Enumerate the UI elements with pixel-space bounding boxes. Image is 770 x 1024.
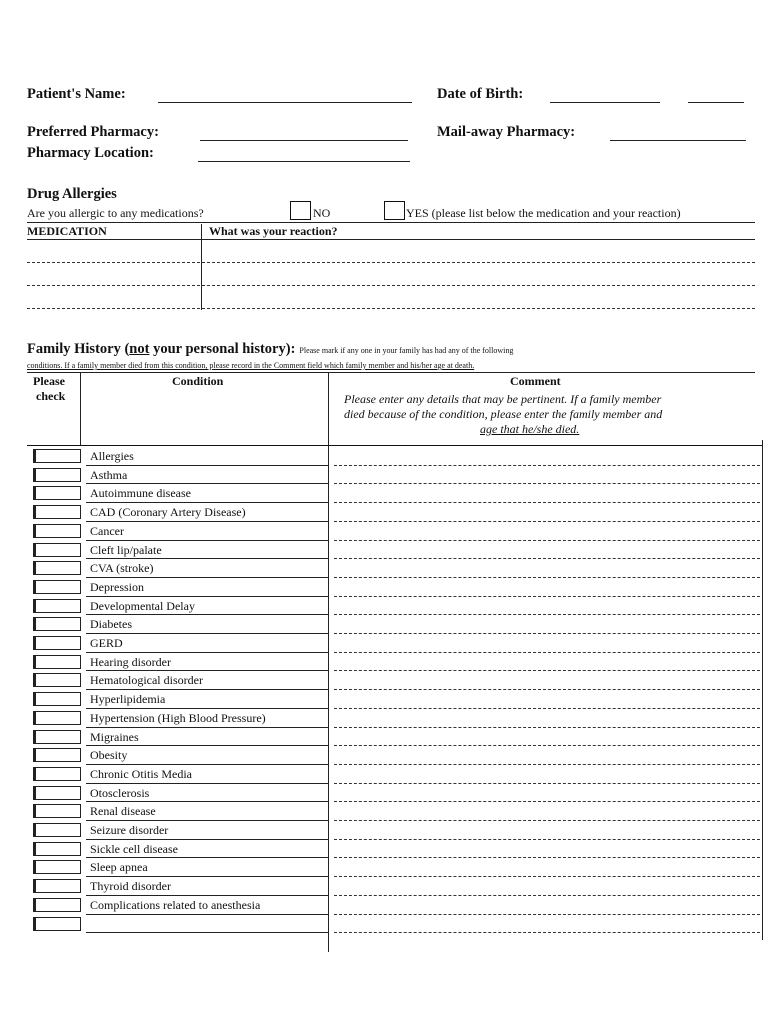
condition-label: Autoimmune disease [90,486,191,501]
check-column-header-2: check [36,389,66,403]
family-history-instruction-2: conditions. If a family member died from this condition, please record in the Comment field which family member and his/her age at death. [27,361,475,370]
patient-name-field[interactable] [158,102,412,103]
condition-underline [86,633,328,634]
comment-field[interactable] [334,521,760,522]
dob-label: Date of Birth: [437,86,524,102]
family-table-header-rule [27,445,763,446]
condition-label: CVA (stroke) [90,561,154,576]
family-history-not: not [129,341,150,357]
family-history-heading-rest: your personal history): [149,341,296,357]
allergy-no-label: NO [313,206,331,220]
condition-check-box[interactable] [33,617,81,631]
allergy-yes-label: YES (please list below the medication and your reaction) [406,206,681,220]
condition-label: Sleep apnea [90,860,148,875]
condition-check-box[interactable] [33,468,81,482]
condition-check-box[interactable] [33,599,81,613]
condition-check-box[interactable] [33,580,81,594]
allergy-entry-line[interactable] [27,285,755,286]
condition-check-box[interactable] [33,711,81,725]
condition-underline [86,857,328,858]
condition-label: Migraines [90,729,139,744]
check-column-divider [80,372,81,446]
condition-underline [86,465,328,466]
condition-check-box[interactable] [33,804,81,818]
condition-check-box[interactable] [33,730,81,744]
condition-underline [86,670,328,671]
mail-away-pharmacy-label: Mail-away Pharmacy: [437,124,576,140]
condition-column-header: Condition [172,374,224,388]
family-table-right-edge [762,440,763,940]
condition-label: Cleft lip/palate [90,542,162,557]
condition-underline [86,483,328,484]
family-table-top-rule [27,372,755,373]
condition-underline [86,577,328,578]
condition-label: Diabetes [90,617,132,632]
mail-away-pharmacy-field[interactable] [610,140,746,141]
condition-label: CAD (Coronary Artery Disease) [90,505,246,520]
patient-name-label: Patient's Name: [27,86,126,102]
comment-field[interactable] [334,839,760,840]
comment-field[interactable] [334,483,760,484]
condition-label: Hematological disorder [90,673,203,688]
allergy-entry-line[interactable] [27,262,755,263]
preferred-pharmacy-label: Preferred Pharmacy: [27,124,159,140]
condition-underline [86,932,328,933]
allergy-question-rule [27,222,755,223]
comment-field[interactable] [334,727,760,728]
comment-field[interactable] [334,801,760,802]
comment-field[interactable] [334,614,760,615]
comment-field[interactable] [334,465,760,466]
family-history-instruction: Please mark if any one in your family has had any of the following [299,346,514,355]
condition-underline [86,764,328,765]
condition-check-box[interactable] [33,879,81,893]
comment-hint-line-3: age that he/she died. [480,422,580,436]
condition-underline [86,745,328,746]
comment-field[interactable] [334,689,760,690]
condition-underline [86,708,328,709]
comment-field[interactable] [334,577,760,578]
condition-label: Renal disease [90,804,156,819]
condition-check-box[interactable] [33,786,81,800]
comment-field[interactable] [334,558,760,559]
comment-field[interactable] [334,596,760,597]
condition-label: Seizure disorder [90,823,169,837]
pharmacy-location-field[interactable] [198,161,410,162]
condition-label: Chronic Otitis Media [90,766,192,781]
condition-check-box[interactable] [33,692,81,706]
condition-underline [86,689,328,690]
comment-field[interactable] [334,857,760,858]
condition-check-box[interactable] [33,767,81,781]
condition-label: GERD [90,636,123,650]
condition-check-box[interactable] [33,505,81,519]
condition-label: Asthma [90,467,128,482]
comment-field[interactable] [334,932,760,933]
comment-field[interactable] [334,895,760,896]
drug-allergies-heading: Drug Allergies [27,186,117,202]
comment-field[interactable] [334,633,760,634]
allergy-no-checkbox[interactable] [290,201,311,220]
condition-label: Hearing disorder [90,654,171,669]
condition-check-box[interactable] [33,823,81,837]
medication-column-header: MEDICATION [27,224,107,238]
condition-label: Thyroid disorder [90,879,171,894]
condition-label: Obesity [90,748,128,763]
allergy-column-divider [201,224,202,310]
pharmacy-location-label: Pharmacy Location: [27,145,154,161]
comment-field[interactable] [334,783,760,784]
condition-underline [86,540,328,541]
condition-label: Allergies [90,449,134,463]
condition-underline [86,652,328,653]
comment-hint-line-1: Please enter any details that may be pertinent. If a family member [344,392,662,406]
condition-check-box[interactable] [33,449,81,463]
condition-label: Cancer [90,523,124,538]
condition-underline [86,502,328,503]
check-column-header-1: Please [33,374,65,388]
comment-field[interactable] [334,914,760,915]
family-history-heading-text: Family History ( [27,341,130,357]
condition-label: Hypertension (High Blood Pressure) [90,710,266,725]
condition-check-box[interactable] [33,860,81,874]
condition-underline [86,801,328,802]
reaction-column-header: What was your reaction? [209,224,338,238]
condition-underline [86,914,328,915]
condition-check-box[interactable] [33,524,81,538]
comment-field[interactable] [334,540,760,541]
condition-underline [86,820,328,821]
condition-check-box[interactable] [33,636,81,650]
allergy-yes-checkbox[interactable] [384,201,405,220]
condition-check-box[interactable] [33,486,81,500]
condition-underline [86,596,328,597]
condition-underline [86,876,328,877]
comment-field[interactable] [334,708,760,709]
preferred-pharmacy-field[interactable] [200,140,408,141]
condition-underline [86,895,328,896]
condition-label: Depression [90,579,144,594]
comment-hint-line-2: died because of the condition, please enter the family member and [344,407,663,421]
condition-label: Sickle cell disease [90,841,178,856]
condition-check-box[interactable] [33,561,81,575]
allergy-entry-line[interactable] [27,308,755,309]
condition-underline [86,558,328,559]
comment-field[interactable] [334,502,760,503]
condition-label: Developmental Delay [90,598,195,613]
condition-underline [86,839,328,840]
comment-field[interactable] [334,652,760,653]
comment-column-divider [328,372,329,952]
condition-check-box[interactable] [33,898,81,912]
comment-field[interactable] [334,820,760,821]
condition-underline [86,521,328,522]
comment-field[interactable] [334,670,760,671]
comment-column-header: Comment [510,374,561,388]
dob-field[interactable] [550,102,660,103]
condition-underline [86,727,328,728]
condition-underline [86,783,328,784]
condition-check-box[interactable] [33,673,81,687]
condition-check-box[interactable] [33,655,81,669]
condition-label: Complications related to anesthesia [90,897,261,912]
comment-field[interactable] [334,745,760,746]
dob-field-extra[interactable] [688,102,744,103]
allergy-question: Are you allergic to any medications? [27,206,204,220]
condition-check-box[interactable] [33,543,81,557]
condition-label: Hyperlipidemia [90,692,166,707]
condition-check-box[interactable] [33,748,81,762]
comment-field[interactable] [334,876,760,877]
family-history-heading [27,340,513,358]
condition-check-box[interactable] [33,842,81,856]
comment-field[interactable] [334,764,760,765]
allergy-header-rule [27,239,755,240]
condition-label: Otosclerosis [90,785,150,800]
condition-check-box[interactable] [33,917,81,931]
condition-underline [86,614,328,615]
